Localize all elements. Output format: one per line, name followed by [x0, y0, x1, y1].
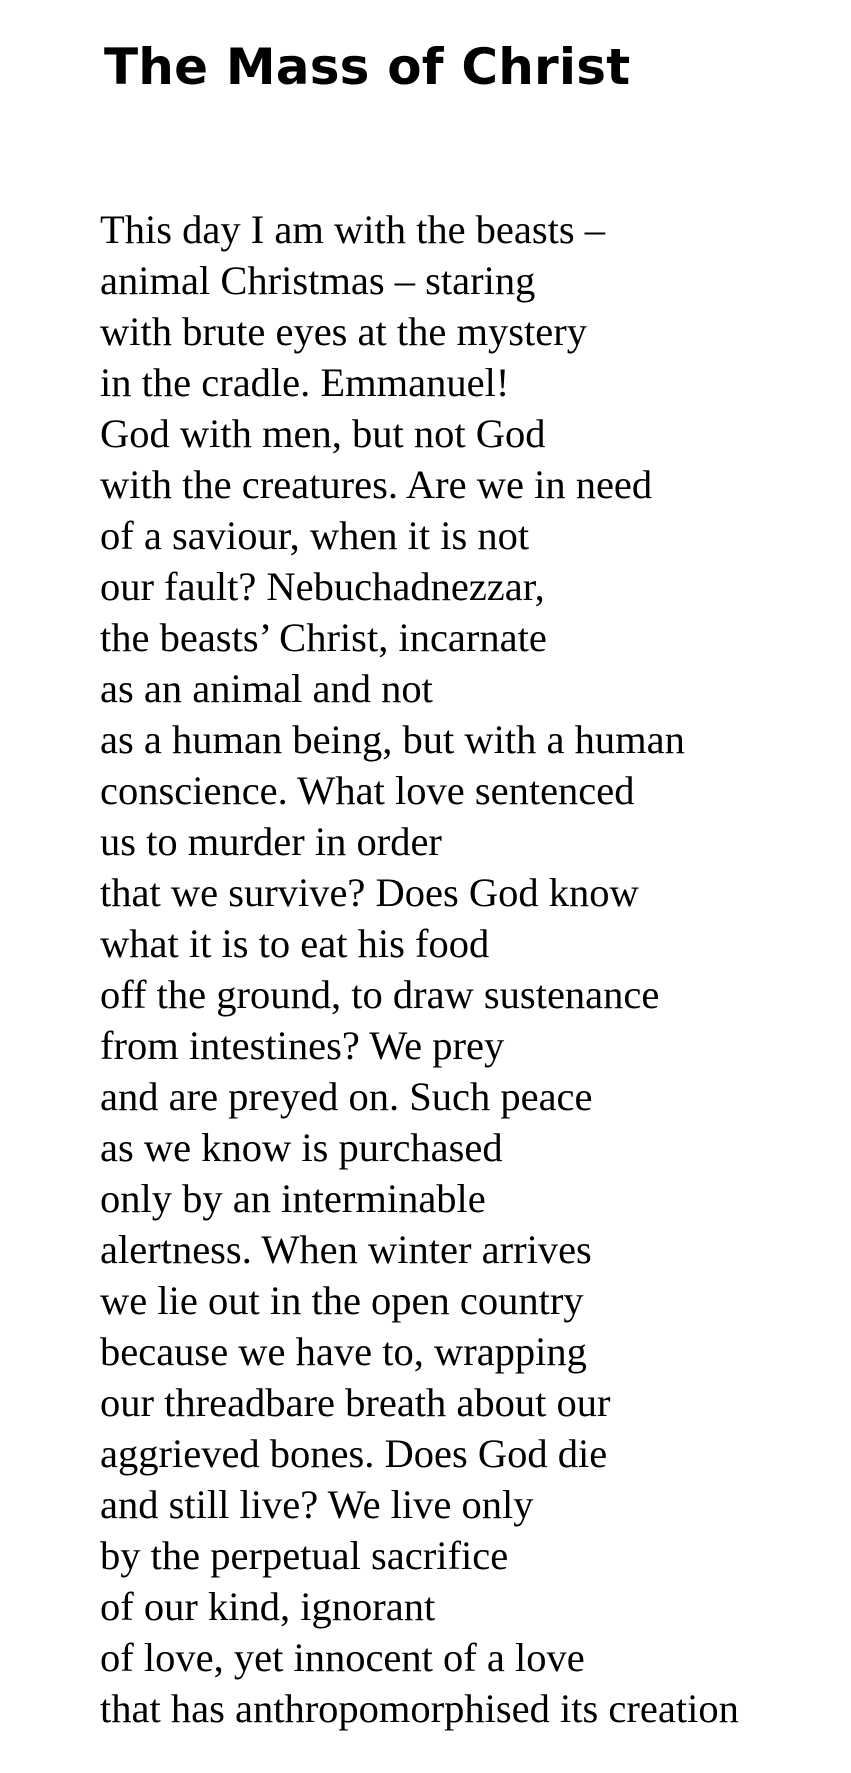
- poem-line: animal Christmas – staring: [100, 258, 536, 303]
- poem-line: our fault? Nebuchadnezzar,: [100, 564, 545, 609]
- poem-line: aggrieved bones. Does God die: [100, 1431, 608, 1476]
- poem-line: only by an interminable: [100, 1176, 486, 1221]
- poem-line: This day I am with the beasts –: [100, 207, 606, 252]
- poem-line: and still live? We live only: [100, 1482, 534, 1527]
- poem-line: as we know is purchased: [100, 1125, 503, 1170]
- poem-line: from intestines? We prey: [100, 1023, 505, 1068]
- poem-line: God with men, but not God: [100, 411, 546, 456]
- poem-line: because we have to, wrapping: [100, 1329, 587, 1374]
- poem-line: as a human being, but with a human: [100, 717, 685, 762]
- poem-line: that has anthropomorphised its creation: [100, 1686, 739, 1731]
- poem-line: of our kind, ignorant: [100, 1584, 436, 1629]
- poem-line: as an animal and not: [100, 666, 433, 711]
- poem-line: our threadbare breath about our: [100, 1380, 611, 1425]
- poem-line: with the creatures. Are we in need: [100, 462, 653, 507]
- poem-line: of a saviour, when it is not: [100, 513, 530, 558]
- poem-line: of love, yet innocent of a love: [100, 1635, 585, 1680]
- poem-line: off the ground, to draw sustenance: [100, 972, 660, 1017]
- poem-line: that we survive? Does God know: [100, 870, 639, 915]
- poem-title: The Mass of Christ: [104, 38, 631, 96]
- poem-line: alertness. When winter arrives: [100, 1227, 592, 1272]
- poem-line: in the cradle. Emmanuel!: [100, 360, 510, 405]
- poem-line: we lie out in the open country: [100, 1278, 584, 1323]
- poem-line: the beasts’ Christ, incarnate: [100, 615, 547, 660]
- poem-line: by the perpetual sacrifice: [100, 1533, 509, 1578]
- poem-line: us to murder in order: [100, 819, 442, 864]
- poem-body: [100, 204, 739, 1734]
- poem-line: what it is to eat his food: [100, 921, 490, 966]
- poem-line: conscience. What love sentenced: [100, 768, 635, 813]
- poem-line: and are preyed on. Such peace: [100, 1074, 593, 1119]
- poem-line: with brute eyes at the mystery: [100, 309, 587, 354]
